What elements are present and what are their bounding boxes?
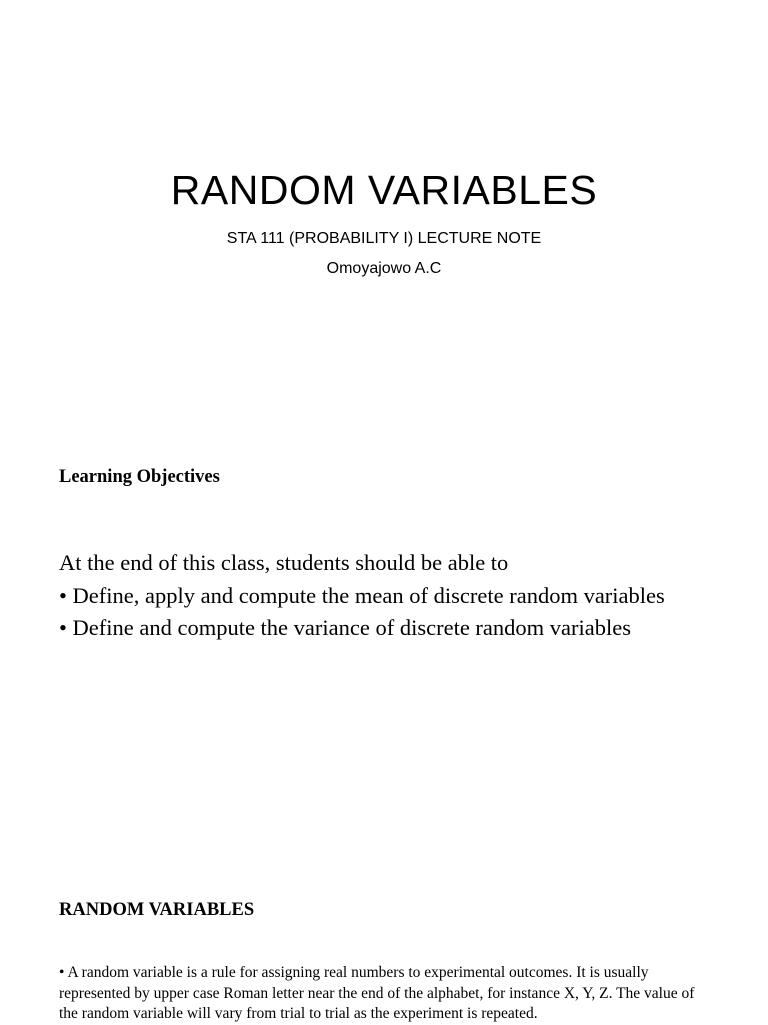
slide-title: RANDOM VARIABLES — [170, 167, 598, 213]
slide-subtitle: STA 111 (PROBABILITY I) LECTURE NOTE — [226, 230, 542, 247]
objective-item-mean: • Define, apply and compute the mean of discrete random variables — [59, 582, 665, 608]
slide-author: Omoyajowo A.C — [326, 260, 442, 277]
objectives-intro: At the end of this class, students should be able to — [59, 550, 509, 575]
objectives-list — [59, 547, 749, 645]
objective-item-variance: • Define and compute the variance of discrete random variables — [59, 615, 632, 640]
random-variables-heading: RANDOM VARIABLES — [59, 900, 255, 920]
random-variable-definition: • A random variable is a rule for assigning real numbers to experimental outcomes. It is usually represented by upper case Roman letter near the end of the alphabet, for instance X, Y, Z. The value of the random variable will vary from trial to trial as the experiment is repeated. — [59, 964, 695, 1022]
learning-objectives-heading: Learning Objectives — [59, 467, 220, 487]
